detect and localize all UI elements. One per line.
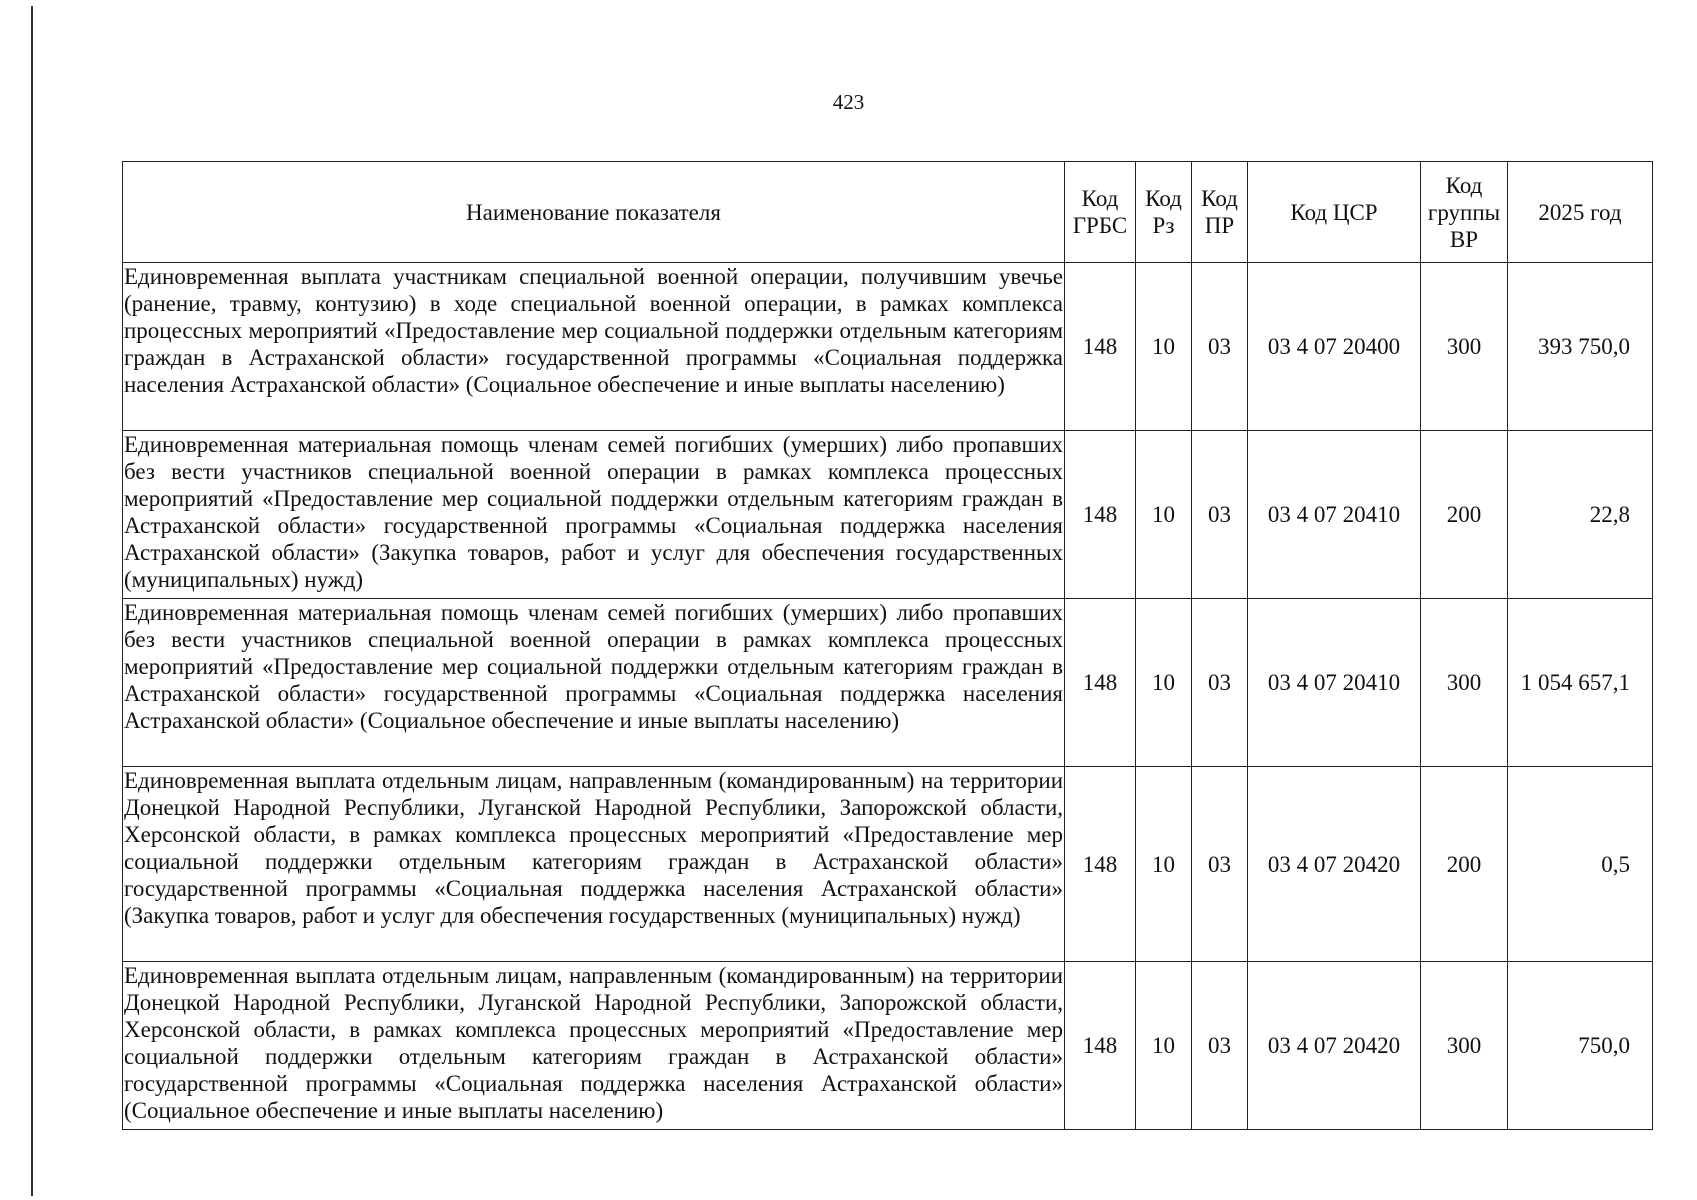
row-csr: 03 4 07 20420 bbox=[1248, 962, 1421, 1130]
row-vr: 300 bbox=[1421, 599, 1508, 767]
row-amount: 750,0 bbox=[1508, 962, 1653, 1130]
row-pr: 03 bbox=[1192, 263, 1248, 431]
table-row bbox=[123, 431, 1653, 599]
header-rz: Код Рз bbox=[1136, 162, 1192, 263]
row-rz: 10 bbox=[1136, 599, 1192, 767]
table-row bbox=[123, 962, 1653, 1130]
row-vr: 300 bbox=[1421, 263, 1508, 431]
table-header-row bbox=[123, 162, 1653, 263]
row-name: Единовременная выплата отдельным лицам, направленным (командированным) на территории Донецкой Народной Республики, Луганской Народной Республики, Запорожской области, Херсонской области, в рамках комплекса процессных мероприятий «Предоставление мер социальной поддержки отдельным категориям граждан в Астраханской области» государственной программы «Социальная поддержка населения Астраханской области» (Закупка товаров, работ и услуг для обеспечения государственных (муниципальных) нужд) bbox=[123, 767, 1065, 962]
header-vr: Код группы ВР bbox=[1421, 162, 1508, 263]
row-vr: 300 bbox=[1421, 962, 1508, 1130]
budget-table bbox=[122, 161, 1653, 1130]
table-row bbox=[123, 599, 1653, 767]
table-row bbox=[123, 263, 1653, 431]
row-csr: 03 4 07 20400 bbox=[1248, 263, 1421, 431]
row-name: Единовременная материальная помощь членам семей погибших (умерших) либо пропавших без вести участников специальной военной операции в рамках комплекса процессных мероприятий «Предоставление мер социальной поддержки отдельным категориям граждан в Астраханской области» государственной программы «Социальная поддержка населения Астраханской области» (Закупка товаров, работ и услуг для обеспечения государственных (муниципальных) нужд) bbox=[123, 431, 1065, 599]
row-grbs: 148 bbox=[1065, 767, 1136, 962]
header-grbs: Код ГРБС bbox=[1065, 162, 1136, 263]
row-amount: 1 054 657,1 bbox=[1508, 599, 1653, 767]
row-csr: 03 4 07 20410 bbox=[1248, 599, 1421, 767]
row-pr: 03 bbox=[1192, 767, 1248, 962]
row-rz: 10 bbox=[1136, 767, 1192, 962]
left-margin-rule bbox=[31, 6, 33, 1196]
row-rz: 10 bbox=[1136, 263, 1192, 431]
header-name: Наименование показателя bbox=[123, 162, 1065, 263]
header-year: 2025 год bbox=[1508, 162, 1653, 263]
row-rz: 10 bbox=[1136, 431, 1192, 599]
row-name: Единовременная выплата отдельным лицам, направленным (командированным) на территории Донецкой Народной Республики, Луганской Народной Республики, Запорожской области, Херсонской области, в рамках комплекса процессных мероприятий «Предоставление мер социальной поддержки отдельным категориям граждан в Астраханской области» государственной программы «Социальная поддержка населения Астраханской области» (Социальное обеспечение и иные выплаты населению) bbox=[123, 962, 1065, 1130]
row-csr: 03 4 07 20410 bbox=[1248, 431, 1421, 599]
row-pr: 03 bbox=[1192, 599, 1248, 767]
row-pr: 03 bbox=[1192, 431, 1248, 599]
row-grbs: 148 bbox=[1065, 431, 1136, 599]
row-rz: 10 bbox=[1136, 962, 1192, 1130]
row-vr: 200 bbox=[1421, 767, 1508, 962]
header-pr: Код ПР bbox=[1192, 162, 1248, 263]
row-name: Единовременная выплата участникам специальной военной операции, получившим увечье (ранение, травму, контузию) в ходе специальной военной операции, в рамках комплекса процессных мероприятий «Предоставление мер социальной поддержки отдельным категориям граждан в Астраханской области» государственной программы «Социальная поддержка населения Астраханской области» (Социальное обеспечение и иные выплаты населению) bbox=[123, 263, 1065, 431]
row-grbs: 148 bbox=[1065, 599, 1136, 767]
table-row bbox=[123, 767, 1653, 962]
row-pr: 03 bbox=[1192, 962, 1248, 1130]
row-amount: 393 750,0 bbox=[1508, 263, 1653, 431]
row-grbs: 148 bbox=[1065, 263, 1136, 431]
row-amount: 22,8 bbox=[1508, 431, 1653, 599]
row-grbs: 148 bbox=[1065, 962, 1136, 1130]
page-number: 423 bbox=[832, 90, 865, 114]
row-csr: 03 4 07 20420 bbox=[1248, 767, 1421, 962]
row-amount: 0,5 bbox=[1508, 767, 1653, 962]
row-name: Единовременная материальная помощь членам семей погибших (умерших) либо пропавших без вести участников специальной военной операции в рамках комплекса процессных мероприятий «Предоставление мер социальной поддержки отдельным категориям граждан в Астраханской области» государственной программы «Социальная поддержка населения Астраханской области» (Социальное обеспечение и иные выплаты населению) bbox=[123, 599, 1065, 767]
row-vr: 200 bbox=[1421, 431, 1508, 599]
header-csr: Код ЦСР bbox=[1248, 162, 1421, 263]
